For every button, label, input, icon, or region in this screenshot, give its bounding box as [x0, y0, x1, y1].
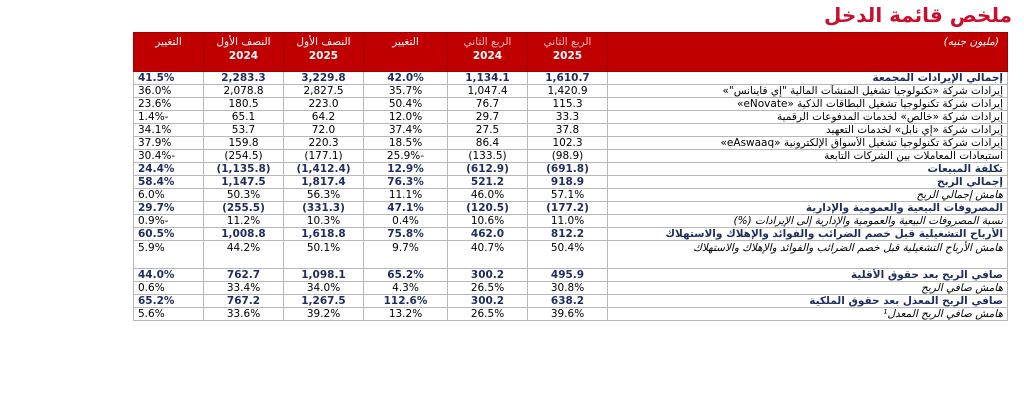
q2-2024-cell: 26.5%	[448, 282, 528, 295]
h1-2024-cell: 65.1	[204, 111, 284, 124]
row-label: إجمالي الربح	[608, 176, 1008, 189]
q2-2024-cell: 300.2	[448, 269, 528, 282]
h1-2024-cell: 180.5	[204, 98, 284, 111]
h-change-cell: 5.9%	[134, 241, 204, 269]
table-row	[134, 282, 1008, 295]
h1-2024-cell: (255.5)	[204, 202, 284, 215]
h1-2024-cell: 2,283.3	[204, 72, 284, 85]
row-label: إيرادات شركة تكنولوجيا تشغيل الأسواق الإلكترونية «eAswaaq»	[608, 137, 1008, 150]
h1-2025-cell: 1,618.8	[284, 228, 364, 241]
row-label: هامش صافي الربح المعدل¹	[608, 308, 1008, 321]
q2-2025-cell: 918.9	[528, 176, 608, 189]
table-row	[134, 85, 1008, 98]
h1-2025-cell: 34.0%	[284, 282, 364, 295]
h1-2024-cell: 762.7	[204, 269, 284, 282]
h1-2025-cell: 1,098.1	[284, 269, 364, 282]
q2-2024-cell: 40.7%	[448, 241, 528, 269]
q-change-cell: 0.4%	[364, 215, 448, 228]
header-unit: (مليون جنيه)	[608, 33, 1008, 72]
q2-2024-cell: 462.0	[448, 228, 528, 241]
q-change-cell: 112.6%	[364, 295, 448, 308]
row-label: إيرادات شركة «خالص» لخدمات المدفوعات الرقمية	[608, 111, 1008, 124]
header-h1-2024: النصف الأول 2024	[204, 33, 284, 72]
q2-2025-cell: (691.8)	[528, 163, 608, 176]
table-row	[134, 163, 1008, 176]
table-row	[134, 137, 1008, 150]
table-row	[134, 228, 1008, 241]
table-row	[134, 241, 1008, 269]
h1-2025-cell: 72.0	[284, 124, 364, 137]
h1-2025-cell: 39.2%	[284, 308, 364, 321]
q2-2025-cell: 11.0%	[528, 215, 608, 228]
table-row	[134, 111, 1008, 124]
table-row	[134, 295, 1008, 308]
h1-2025-cell: 2,827.5	[284, 85, 364, 98]
q2-2024-cell: 29.7	[448, 111, 528, 124]
row-label: إيرادات شركة تكنولوجيا تشغيل البطاقات الذكية «eNovate»	[608, 98, 1008, 111]
h1-2025-cell: 220.3	[284, 137, 364, 150]
h1-2025-cell: (1,412.4)	[284, 163, 364, 176]
header-h-change: التغيير	[134, 33, 204, 72]
q2-2025-cell: 115.3	[528, 98, 608, 111]
row-label: إيرادات شركة «تكنولوجيا تشغيل المنشآت المالية "إي فاينانس"»	[608, 85, 1008, 98]
q2-2024-cell: (612.9)	[448, 163, 528, 176]
q2-2024-cell: 27.5	[448, 124, 528, 137]
h-change-cell: 44.0%	[134, 269, 204, 282]
row-label: صافي الربح بعد حقوق الأقلية	[608, 269, 1008, 282]
header-q-change: التغيير	[364, 33, 448, 72]
q2-2024-cell: 1,047.4	[448, 85, 528, 98]
q-change-cell: 9.7%	[364, 241, 448, 269]
h-change-cell: 41.5%	[134, 72, 204, 85]
h-change-cell: 0.6%	[134, 282, 204, 295]
h1-2024-cell: 44.2%	[204, 241, 284, 269]
table-row	[134, 150, 1008, 163]
h1-2025-cell: 1,817.4	[284, 176, 364, 189]
h1-2024-cell: 33.6%	[204, 308, 284, 321]
q2-2024-cell: 26.5%	[448, 308, 528, 321]
h-change-cell: 1.4%-	[134, 111, 204, 124]
q2-2025-cell: 33.3	[528, 111, 608, 124]
q2-2025-cell: 812.2	[528, 228, 608, 241]
q-change-cell: 12.9%	[364, 163, 448, 176]
table-row	[134, 176, 1008, 189]
h1-2024-cell: (1,135.8)	[204, 163, 284, 176]
q2-2024-cell: (120.5)	[448, 202, 528, 215]
q2-2025-cell: 1,420.9	[528, 85, 608, 98]
h-change-cell: 24.4%	[134, 163, 204, 176]
h1-2025-cell: (331.3)	[284, 202, 364, 215]
h-change-cell: 36.0%	[134, 85, 204, 98]
h-change-cell: 0.9%-	[134, 215, 204, 228]
table-row	[134, 215, 1008, 228]
q2-2025-cell: 638.2	[528, 295, 608, 308]
table-row	[134, 98, 1008, 111]
q2-2024-cell: 10.6%	[448, 215, 528, 228]
q-change-cell: 18.5%	[364, 137, 448, 150]
q-change-cell: 12.0%	[364, 111, 448, 124]
h-change-cell: 60.5%	[134, 228, 204, 241]
h1-2024-cell: 11.2%	[204, 215, 284, 228]
q-change-cell: 37.4%	[364, 124, 448, 137]
h1-2025-cell: 10.3%	[284, 215, 364, 228]
row-label: إجمالي الإيرادات المجمعة	[608, 72, 1008, 85]
h1-2024-cell: 767.2	[204, 295, 284, 308]
q2-2024-cell: 86.4	[448, 137, 528, 150]
q-change-cell: 42.0%	[364, 72, 448, 85]
q2-2025-cell: 57.1%	[528, 189, 608, 202]
q-change-cell: 25.9%-	[364, 150, 448, 163]
income-statement-table	[133, 32, 1008, 321]
row-label: إيرادات شركة «إي نابل» لخدمات التعهيد	[608, 124, 1008, 137]
q-change-cell: 50.4%	[364, 98, 448, 111]
h1-2024-cell: 1,008.8	[204, 228, 284, 241]
h1-2024-cell: 50.3%	[204, 189, 284, 202]
h1-2025-cell: 1,267.5	[284, 295, 364, 308]
q-change-cell: 75.8%	[364, 228, 448, 241]
row-label: نسبة المصروفات البيعية والعمومية والإدارية إلى الإيرادات (%)	[608, 215, 1008, 228]
h1-2025-cell: (177.1)	[284, 150, 364, 163]
table-row	[134, 72, 1008, 85]
q2-2024-cell: 76.7	[448, 98, 528, 111]
q2-2025-cell: (177.2)	[528, 202, 608, 215]
row-label: هامش صافي الربح	[608, 282, 1008, 295]
q2-2025-cell: 37.8	[528, 124, 608, 137]
header-q2-2025: الربع الثاني 2025	[528, 33, 608, 72]
table-row	[134, 202, 1008, 215]
q-change-cell: 47.1%	[364, 202, 448, 215]
h1-2024-cell: 2,078.8	[204, 85, 284, 98]
h-change-cell: 37.9%	[134, 137, 204, 150]
h1-2024-cell: 1,147.5	[204, 176, 284, 189]
h-change-cell: 58.4%	[134, 176, 204, 189]
h-change-cell: 5.6%	[134, 308, 204, 321]
row-label: المصروفات البيعية والعمومية والإدارية	[608, 202, 1008, 215]
h1-2025-cell: 50.1%	[284, 241, 364, 269]
h1-2025-cell: 3,229.8	[284, 72, 364, 85]
q-change-cell: 35.7%	[364, 85, 448, 98]
q2-2025-cell: 50.4%	[528, 241, 608, 269]
row-label: هامش الأرباح التشغيلية قبل خصم الضرائب والفوائد والإهلاك والاستهلاك	[608, 241, 1008, 269]
h1-2024-cell: 33.4%	[204, 282, 284, 295]
table-body	[134, 72, 1008, 321]
q2-2025-cell: 30.8%	[528, 282, 608, 295]
row-label: هامش إجمالي الربح	[608, 189, 1008, 202]
q2-2025-cell: (98.9)	[528, 150, 608, 163]
h1-2025-cell: 64.2	[284, 111, 364, 124]
q2-2024-cell: 1,134.1	[448, 72, 528, 85]
q-change-cell: 65.2%	[364, 269, 448, 282]
row-label: استبعادات المعاملات بين الشركات التابعة	[608, 150, 1008, 163]
q-change-cell: 4.3%	[364, 282, 448, 295]
h1-2025-cell: 223.0	[284, 98, 364, 111]
q2-2024-cell: 521.2	[448, 176, 528, 189]
page-title: ملخص قائمة الدخل	[823, 3, 1012, 27]
q-change-cell: 76.3%	[364, 176, 448, 189]
row-label: تكلفة المبيعات	[608, 163, 1008, 176]
q-change-cell: 11.1%	[364, 189, 448, 202]
table-row	[134, 308, 1008, 321]
table-row	[134, 189, 1008, 202]
h1-2024-cell: 159.8	[204, 137, 284, 150]
h1-2024-cell: 53.7	[204, 124, 284, 137]
q2-2025-cell: 1,610.7	[528, 72, 608, 85]
q2-2024-cell: 300.2	[448, 295, 528, 308]
h1-2024-cell: (254.5)	[204, 150, 284, 163]
h-change-cell: 34.1%	[134, 124, 204, 137]
h-change-cell: 6.0%	[134, 189, 204, 202]
h1-2025-cell: 56.3%	[284, 189, 364, 202]
h-change-cell: 30.4%-	[134, 150, 204, 163]
q2-2025-cell: 495.9	[528, 269, 608, 282]
table-row	[134, 269, 1008, 282]
h-change-cell: 65.2%	[134, 295, 204, 308]
h-change-cell: 29.7%	[134, 202, 204, 215]
row-label: صافي الربح المعدل بعد حقوق الملكية	[608, 295, 1008, 308]
h-change-cell: 23.6%	[134, 98, 204, 111]
q2-2025-cell: 102.3	[528, 137, 608, 150]
q2-2024-cell: (133.5)	[448, 150, 528, 163]
header-row	[134, 33, 1008, 72]
header-h1-2025: النصف الأول 2025	[284, 33, 364, 72]
table-row	[134, 124, 1008, 137]
q2-2025-cell: 39.6%	[528, 308, 608, 321]
row-label: الأرباح التشغيلية قبل خصم الضرائب والفوائد والإهلاك والاستهلاك	[608, 228, 1008, 241]
header-q2-2024: الربع الثاني 2024	[448, 33, 528, 72]
q2-2024-cell: 46.0%	[448, 189, 528, 202]
q-change-cell: 13.2%	[364, 308, 448, 321]
